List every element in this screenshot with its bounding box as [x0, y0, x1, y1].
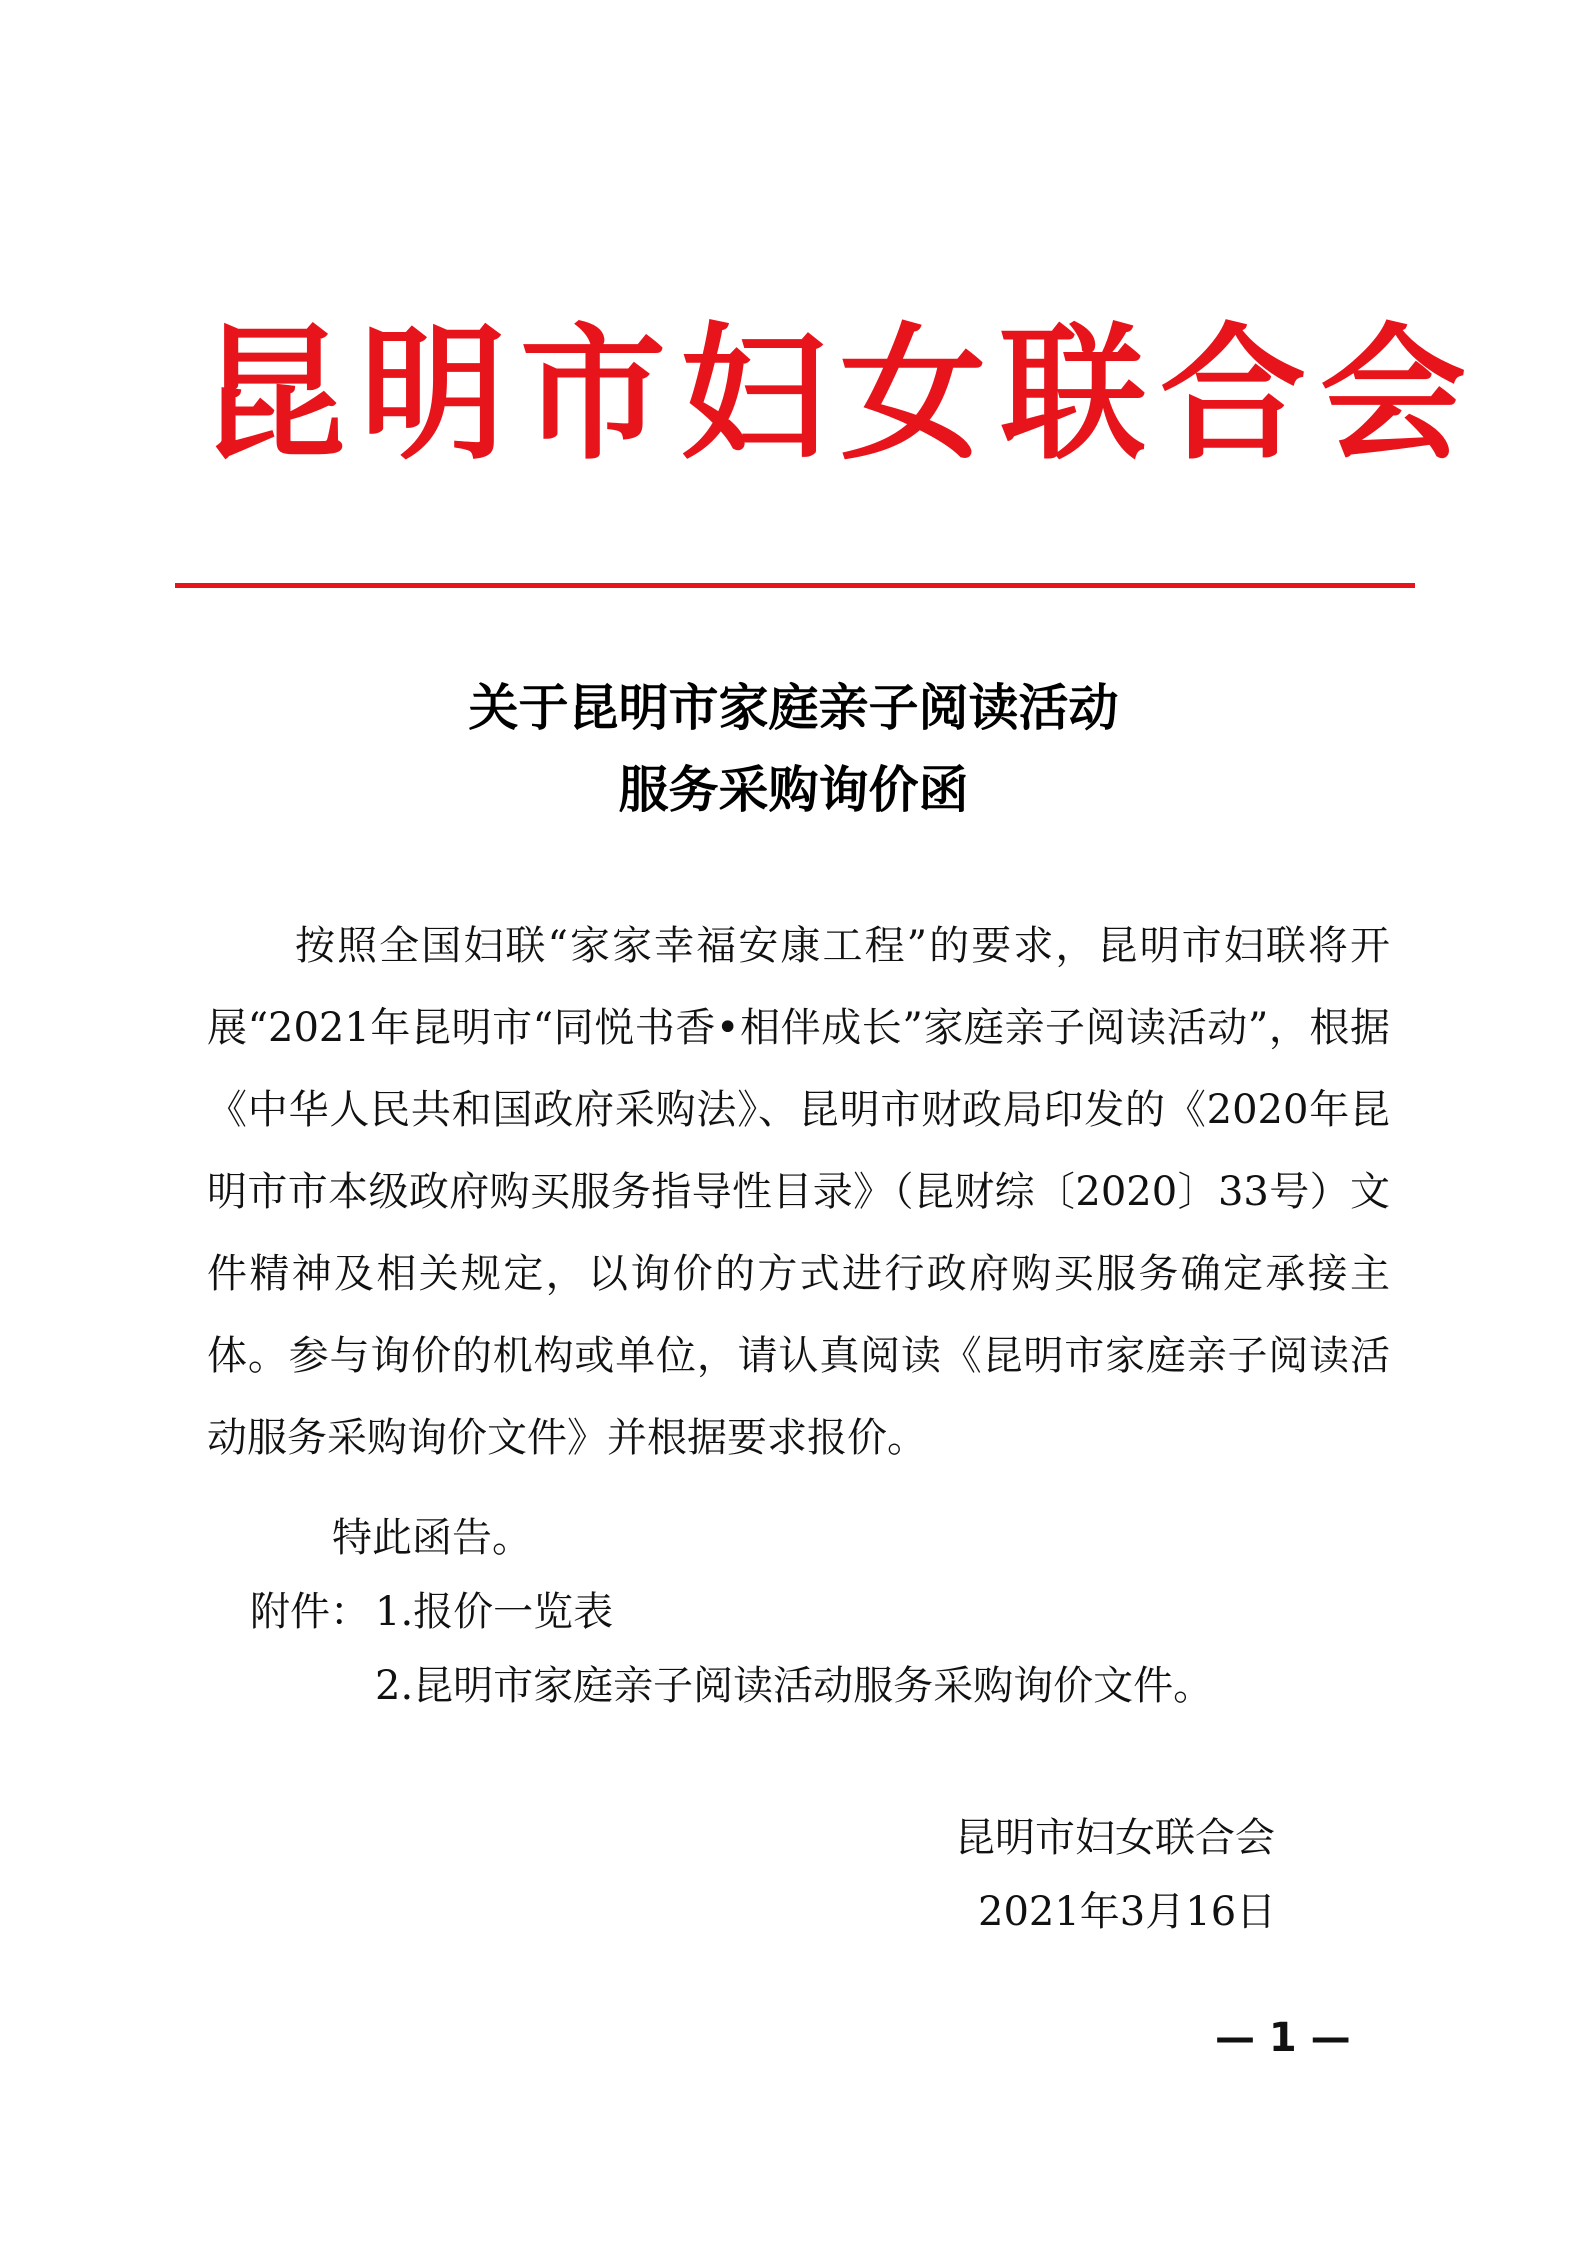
signature-date: 2021年3月16日: [978, 1889, 1277, 1935]
organization-header: 昆明市妇女联合会: [200, 309, 1480, 480]
attachment-item: 1.报价一览表: [375, 1589, 614, 1635]
page-number: — 1 —: [1215, 2015, 1351, 2061]
closing-statement: 特此函告。: [332, 1515, 532, 1561]
signature-organization: 昆明市妇女联合会: [955, 1815, 1275, 1861]
document-title-line-1: 关于昆明市家庭亲子阅读活动: [468, 679, 1119, 737]
attachment-item: 2.昆明市家庭亲子阅读活动服务采购询价文件。: [375, 1663, 1214, 1709]
red-divider-line: [175, 583, 1415, 588]
document-title-line-2: 服务采购询价函: [618, 761, 969, 819]
body-paragraph: 按照全国妇联“家家幸福安康工程”的要求，昆明市妇联将开展“2021年昆明市“同悦书香•相伴成长”家庭亲子阅读活动”，根据《中华人民共和国政府采购法》、昆明市财政局印发的《2020年昆明市市本级政府购买服务指导性目录》（昆财综〔2020〕33号）文件精神及相关规定，以询价的方式进行政府购买服务确定承接主体。参与询价的机构或单位，请认真阅读《昆明市家庭亲子阅读活动服务采购询价文件》并根据要求报价。: [207, 923, 1390, 1461]
attachments-label: 附件：: [250, 1589, 370, 1635]
